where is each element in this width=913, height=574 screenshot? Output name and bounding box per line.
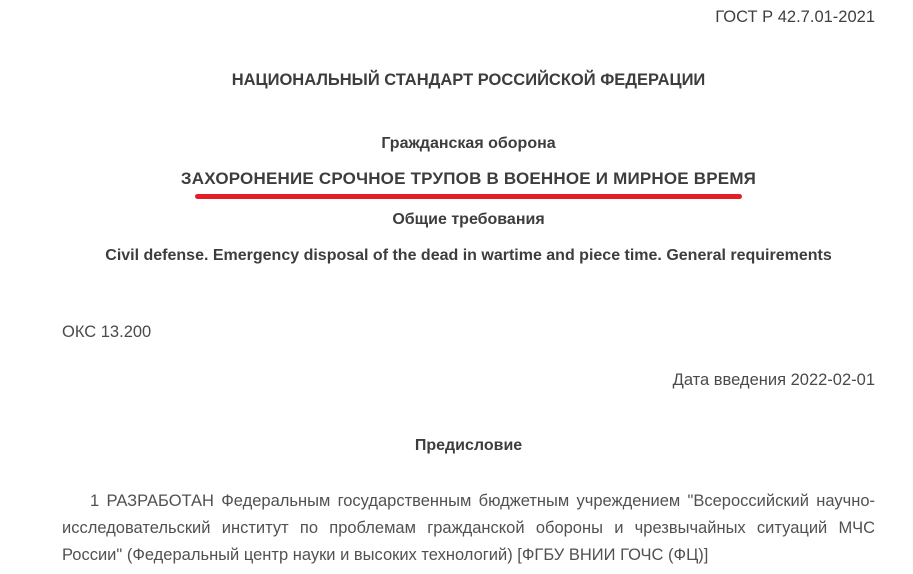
- national-standard-heading: НАЦИОНАЛЬНЫЙ СТАНДАРТ РОССИЙСКОЙ ФЕДЕРАЦИИ: [231, 71, 706, 89]
- title-underline: [195, 194, 742, 199]
- foreword-paragraph: 1 РАЗРАБОТАН Федеральным государственным бюджетным учреждением "Всероссийский научно-исследовательский институт по проблемам гражданской обороны и чрезвычайных ситуаций МЧС России" (Федеральный центр науки и высоких технологий) [ФГБУ ВНИИ ГОЧС (ФЦ)]: [62, 492, 875, 564]
- oks-code: ОКС 13.200: [62, 323, 152, 341]
- introduction-date: Дата введения 2022-02-01: [672, 371, 875, 389]
- foreword-heading: Предисловие: [414, 437, 523, 454]
- document-code: ГОСТ Р 42.7.01-2021: [715, 8, 875, 26]
- group-title: Гражданская оборона: [381, 135, 556, 152]
- main-title: ЗАХОРОНЕНИЕ СРОЧНОЕ ТРУПОВ В ВОЕННОЕ И МИРНОЕ ВРЕМЯ: [180, 169, 757, 188]
- subtitle: Общие требования: [392, 211, 545, 228]
- english-title: Civil defense. Emergency disposal of the dead in wartime and piece time. General requirements: [105, 247, 832, 264]
